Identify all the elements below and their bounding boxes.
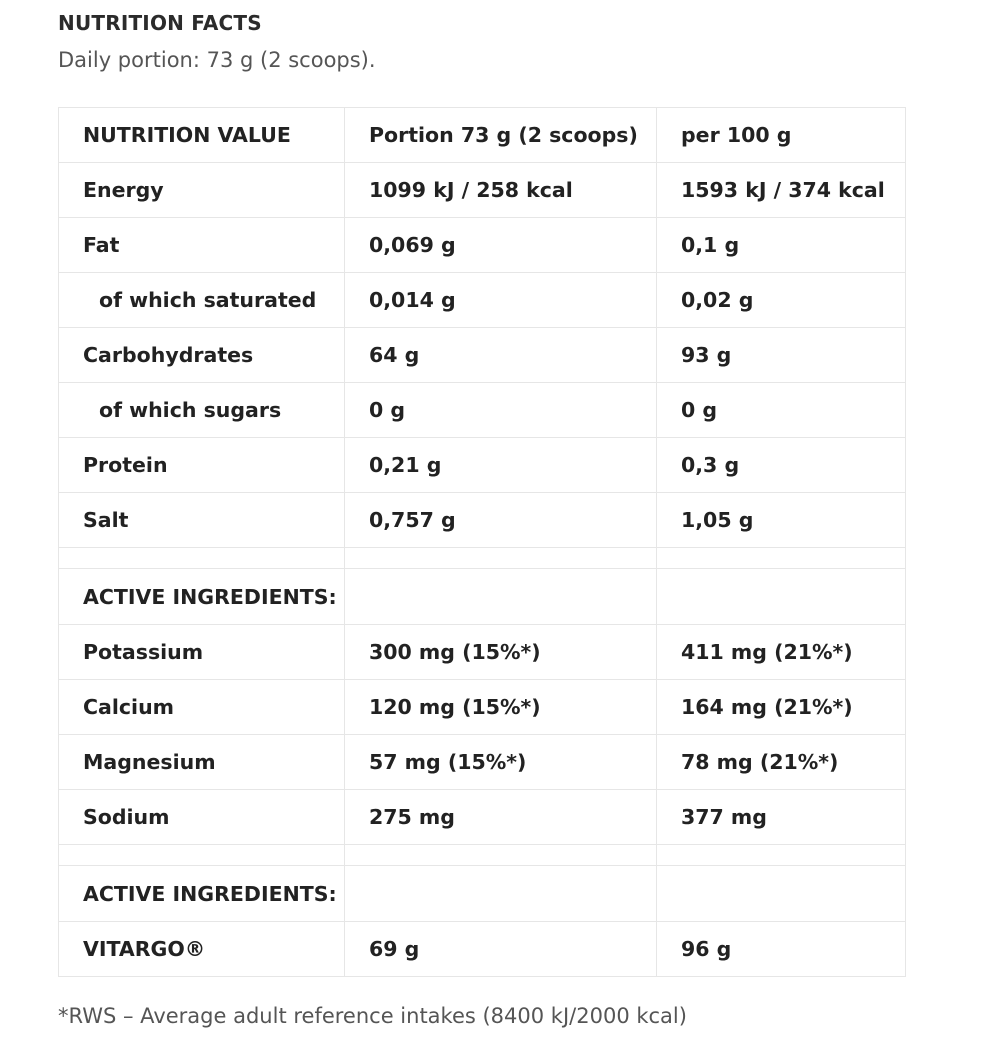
column-header-portion: Portion 73 g (2 scoops) (345, 108, 657, 163)
nutrient-name: Carbohydrates (59, 328, 345, 383)
mineral-name: Magnesium (59, 735, 345, 790)
table-row (59, 790, 906, 845)
mineral-name: Calcium (59, 680, 345, 735)
daily-portion-note: Daily portion: 73 g (2 scoops). (58, 48, 376, 72)
per-100g-value: 411 mg (21%*) (657, 625, 906, 680)
portion-value: 120 mg (15%*) (345, 680, 657, 735)
section-header-row (59, 569, 906, 625)
nutrient-subname: of which saturated (59, 273, 345, 328)
column-header-per-100g: per 100 g (657, 108, 906, 163)
table-row (59, 438, 906, 493)
table-row (59, 218, 906, 273)
nutrient-name: Protein (59, 438, 345, 493)
table-row (59, 493, 906, 548)
table-row (59, 383, 906, 438)
nutrient-name: Fat (59, 218, 345, 273)
portion-value: 0,014 g (345, 273, 657, 328)
portion-value: 0,21 g (345, 438, 657, 493)
portion-value: 64 g (345, 328, 657, 383)
portion-value: 0,069 g (345, 218, 657, 273)
nutrition-table (58, 107, 906, 977)
per-100g-value: 1,05 g (657, 493, 906, 548)
portion-value: 300 mg (15%*) (345, 625, 657, 680)
table-row (59, 328, 906, 383)
per-100g-value: 93 g (657, 328, 906, 383)
per-100g-value: 0 g (657, 383, 906, 438)
portion-value: 1099 kJ / 258 kcal (345, 163, 657, 218)
portion-value: 69 g (345, 922, 657, 977)
per-100g-value: 1593 kJ / 374 kcal (657, 163, 906, 218)
section-header-row (59, 866, 906, 922)
reference-intake-footnote: *RWS – Average adult reference intakes (8400 kJ/2000 kcal) (58, 1004, 687, 1028)
mineral-name: Sodium (59, 790, 345, 845)
nutrient-name: Salt (59, 493, 345, 548)
per-100g-value: 78 mg (21%*) (657, 735, 906, 790)
page-title: NUTRITION FACTS (58, 11, 262, 35)
table-row (59, 680, 906, 735)
table-header-row (59, 108, 906, 163)
table-row (59, 735, 906, 790)
column-header-nutrition-value: NUTRITION VALUE (59, 108, 345, 163)
section-title: ACTIVE INGREDIENTS: (59, 569, 345, 625)
portion-value: 0 g (345, 383, 657, 438)
per-100g-value: 0,3 g (657, 438, 906, 493)
table-row (59, 625, 906, 680)
table-row (59, 273, 906, 328)
table-row (59, 922, 906, 977)
section-title: ACTIVE INGREDIENTS: (59, 866, 345, 922)
portion-value: 0,757 g (345, 493, 657, 548)
portion-value: 57 mg (15%*) (345, 735, 657, 790)
table-spacer-row (59, 548, 906, 569)
table-row (59, 163, 906, 218)
ingredient-name: VITARGO® (59, 922, 345, 977)
nutrient-subname: of which sugars (59, 383, 345, 438)
nutrient-name: Energy (59, 163, 345, 218)
per-100g-value: 0,02 g (657, 273, 906, 328)
table-spacer-row (59, 845, 906, 866)
per-100g-value: 0,1 g (657, 218, 906, 273)
per-100g-value: 377 mg (657, 790, 906, 845)
mineral-name: Potassium (59, 625, 345, 680)
per-100g-value: 96 g (657, 922, 906, 977)
portion-value: 275 mg (345, 790, 657, 845)
per-100g-value: 164 mg (21%*) (657, 680, 906, 735)
